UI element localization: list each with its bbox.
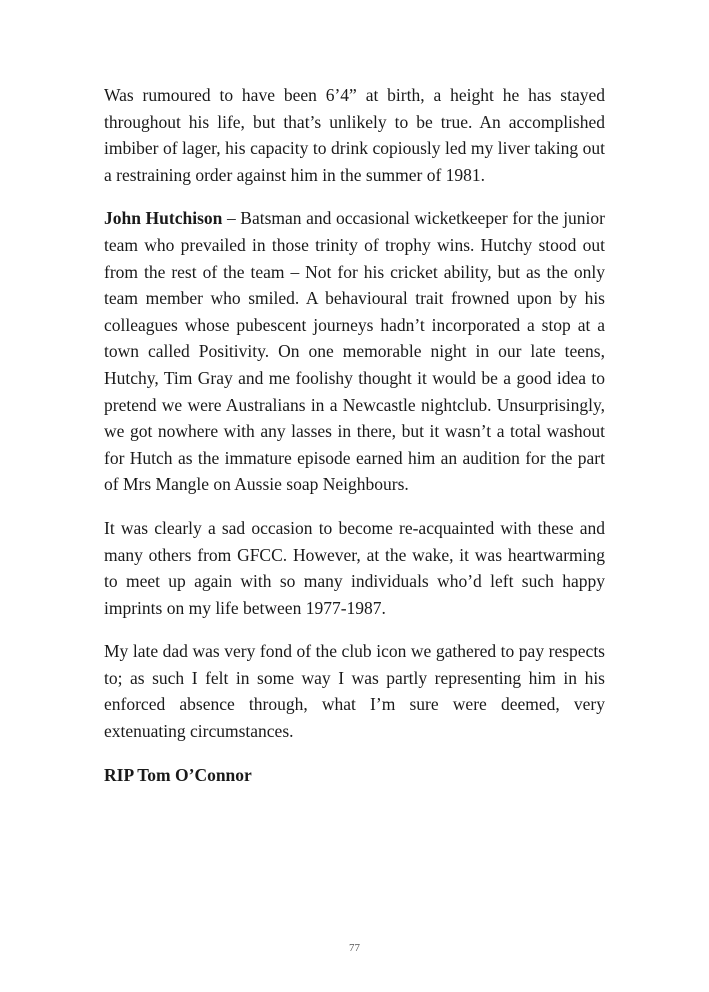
- paragraph-john-hutchison: [104, 205, 605, 498]
- paragraph-text: – Batsman and occasional wicketkeeper for the junior team who prevailed in those trinity of trophy wins. Hutchy stood out from the rest of the team – Not for his cricket ability, but as the only team member who smiled. A behavioural trait frowned upon by his colleagues whose pubescent journeys hadn’t incorporated a stop at a town called Positivity. On one memorable night in our late teens, Hutchy, Tim Gray and me foolishy thought it would be a good idea to pretend we were Australians in a Newcastle nightclub. Unsurprisingly, we got nowhere with any lasses in there, but it wasn’t a total washout for Hutch as the immature episode earned him an audition for the part of Mrs Mangle on Aussie soap Neighbours.: [104, 208, 605, 495]
- person-name: John Hutchison: [104, 208, 223, 229]
- paragraph-reacquainted: [104, 515, 605, 621]
- closing-line: RIP Tom O’Connor: [104, 764, 252, 785]
- document-body: [104, 82, 605, 788]
- paragraph-text: My late dad was very fond of the club icon we gathered to pay respects to; as such I felt in some way I was partly representing him in his enforced absence through, what I’m sure were deemed, very extenuating circumstances.: [104, 641, 605, 742]
- paragraph-late-dad: [104, 638, 605, 744]
- paragraph-text: It was clearly a sad occasion to become re-acquainted with these and many others from GFCC. However, at the wake, it was heartwarming to meet up again with so many individuals who’d left such happy imprints on my life between 1977-1987.: [104, 517, 605, 618]
- page-number: 77: [349, 942, 360, 954]
- paragraph-height-description: [104, 82, 605, 188]
- paragraph-text: Was rumoured to have been 6’4” at birth, a height he has stayed throughout his life, but that’s unlikely to be true. An accomplished imbiber of lager, his capacity to drink copiously led my liver taking out a restraining order against him in the summer of 1981.: [104, 85, 605, 185]
